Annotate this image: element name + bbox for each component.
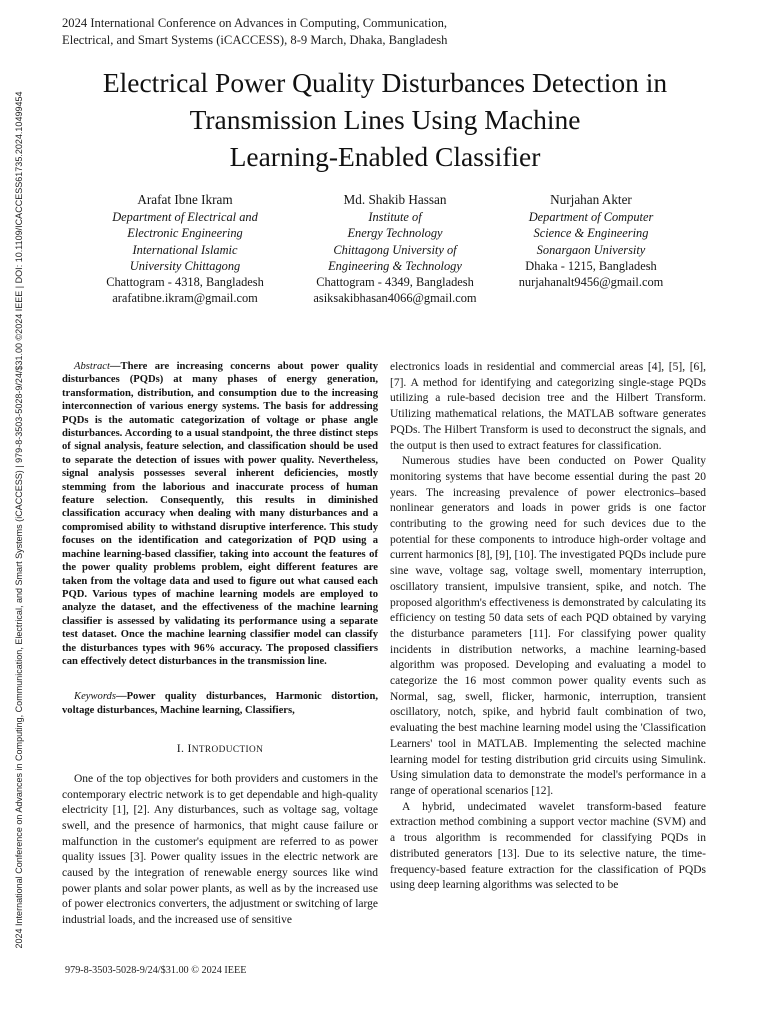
keywords-text: Power quality disturbances, Harmonic distortion, voltage disturbances, Machine learning, Classifiers, <box>62 691 378 716</box>
author-email: arafatibne.ikram@gmail.com <box>112 291 258 306</box>
left-column <box>62 360 378 929</box>
section-numeral: I. <box>176 741 185 756</box>
intro-paragraph: One of the top objectives for both providers and customers in the contemporary electric network is to get dependable and high-quality electricity [1], [2]. Any disturbances, such as voltage sag, voltage swell, and the presence of harmonics, that might cause failure or malfunction in the customer's equipment are referred to as power quality issues [3]. Power quality issues in the electric network are caused by the integration of renewable energy sources like wind power plants and solar power plants, as well as by the increased use of power electronics converters, the adjustment or switching of large industrial loads, and the increased use of sensitive <box>62 772 378 927</box>
title-line-3: Learning-Enabled Classifier <box>229 141 541 172</box>
author-name: Nurjahan Akter <box>550 192 632 207</box>
author-affiliation-line: Electronic Engineering <box>127 226 243 241</box>
author-affiliation-line: University Chittagong <box>129 258 241 273</box>
author-block-1 <box>65 191 305 307</box>
section-rest: NTRODUCTION <box>191 745 264 756</box>
author-name: Arafat Ibne Ikram <box>137 192 233 207</box>
body-paragraph: electronics loads in residential and commercial areas [4], [5], [6], [7]. A method for identifying and categorizing single-stage PQDs utilizing a rule-based decision tree and the Hilbert Transform. Utilizing mathematical relations, the MATLAB software generates PQDs. The Hilbert Transform is used to deconstruct the signals, and the output is then used to extract features for classification. <box>390 361 706 452</box>
author-location: Dhaka - 1215, Bangladesh <box>525 258 657 273</box>
author-affiliation-line: Science & Engineering <box>533 226 649 241</box>
author-affiliation-line: Department of Computer <box>528 210 654 224</box>
author-affiliation-line: Engineering & Technology <box>328 258 462 273</box>
body-paragraph: Numerous studies have been conducted on Power Quality monitoring systems that have become essential during the past 20 years. The increasing prevalence of power electronics–based nonlinear generators and loads in power grids is one factor contributing to the growing need for such devices due to the potential for these components to introduce high-order voltage and current harmonics [8], [9], [10]. The investigated PQDs include pure sine wave, voltage sag, voltage swell, momentary interruption, oscillatory transient, impulsive transient, spike, and notch. The proposed algorithm's effectiveness is demonstrated by calculating its efficiency on testing 50 data sets of each PQD obtained by varying the disturbance parameters [11]. For classifying power quality incidents in distribution networks, a machine learning-based algorithm was proposed. Developing and evaluating a model to categorize the 16 most common power quality events such as Normal, sag, swell, flicker, harmonic, interruption, transient oscillatory, notch, spike, and hybrid fault combination of two, evaluating the best machine learning model using the 'Classification Learners' tool in MATLAB. Implementing the selected machine learning model for testing distribution grid circuits using Simulink. Using simulation data to demonstrate the model's performance in a range of operational scenarios [12]. <box>390 455 706 797</box>
author-affiliation-line: Energy Technology <box>347 226 443 241</box>
author-affiliation-line: Department of Electrical and <box>112 210 258 224</box>
author-affiliation-line: Chittagong University of <box>333 242 457 257</box>
conference-header <box>62 15 562 49</box>
author-location: Chattogram - 4318, Bangladesh <box>106 275 264 290</box>
author-location: Chattogram - 4349, Bangladesh <box>316 275 474 290</box>
author-affiliation-line: Sonargaon University <box>536 242 646 257</box>
author-email: nurjahanalt9456@gmail.com <box>518 275 664 290</box>
author-block-3 <box>471 191 711 290</box>
right-column <box>390 360 706 894</box>
title-line-1: Electrical Power Quality Disturbances Detection in <box>102 67 668 98</box>
copyright-footer: 979-8-3503-5028-9/24/$31.00 © 2024 IEEE <box>65 965 247 976</box>
title-line-2: Transmission Lines Using Machine <box>189 104 581 135</box>
author-affiliation-line: International Islamic <box>132 242 238 257</box>
section-first-letter: I <box>187 741 192 756</box>
author-name: Md. Shakib Hassan <box>343 192 447 207</box>
keywords: Keywords—Power quality disturbances, Harmonic distortion, voltage disturbances, Machine learning, Classifiers, <box>62 691 378 716</box>
body-paragraph: A hybrid, undecimated wavelet transform-based feature extraction method combining a support vector machine (SVM) and a trous algorithm is recommended for classifying PQDs in distributed generators [13]. Due to its selective nature, the time-frequency-based feature extraction for the classification of PQDs using deep learning algorithms was selected to be <box>390 800 706 892</box>
abstract-text: There are increasing concerns about power quality disturbances (PQDs) at many phases of energy generation, transformation, distribution, and consumption due to the increasing interconnection of various energy systems. The basis for addressing PQDs is the automatic categorization of voltage or phase angle disturbances. According to a usual standpoint, the three distinct steps of signal analysis, feature selection, and classification should be used to separate the detection of issues with power quality. Nevertheless, signal analysis possesses several inherent deficiencies, mostly stemming from the laborious and inaccurate process of human feature selection. Consequently, this results in diminished classification accuracy when dealing with many disturbances and a compromised ability to withstand disruptive interference. This study focuses on the identification and categorization of PQD using a machine learning-based classifier, taking into account the features of the power quality problems problem, eight different features are taken from the voltage data and used to figure out what caused each PQD. Various types of machine learning models are employed to analyze the dataset, and the effectiveness of the machine learning classifier is assessed by validating its performance using a separate test dataset. Once the machine learning classifier model can classify the disturbances types with 96% accuracy. The proposed classifiers can effectively detect disturbances in the transmission line. <box>62 361 378 667</box>
abstract-label: Abstract <box>74 361 110 372</box>
doi-sidebar <box>12 62 26 977</box>
keywords-label: Keywords <box>74 691 116 703</box>
conference-line-1: 2024 International Conference on Advances in Computing, Communication, <box>62 16 448 30</box>
abstract: Abstract—There are increasing concerns about power quality disturbances (PQDs) at many phases of energy generation, transformation, distribution, and consumption due to the increasing interconnection of various energy systems. The basis for addressing PQDs is the automatic categorization of voltage or phase angle disturbances. According to a usual standpoint, the three distinct steps of signal analysis, feature selection, and classification should be used to separate the detection of issues with power quality. Nevertheless, signal analysis possesses several inherent deficiencies, mostly stemming from the laborious and inaccurate process of human feature selection. Consequently, this results in diminished classification accuracy when dealing with many disturbances and a compromised ability to withstand disruptive interference. This study focuses on the identification and categorization of PQD using a machine learning-based classifier, taking into account the features of the power quality problems problem, eight different features are taken from the voltage data and used to figure out what caused each PQD. Various types of machine learning models are employed to analyze the dataset, and the effectiveness of the machine learning classifier is assessed by validating its performance using a separate test dataset. Once the machine learning classifier model can classify the disturbances types with 96% accuracy. The proposed classifiers can effectively detect disturbances in the transmission line. <box>62 361 378 667</box>
author-email: asiksakibhasan4066@gmail.com <box>313 291 477 306</box>
sidebar-text: 2024 International Conference on Advances in Computing, Communication, Electrical, and Smart Systems (iCACCESS) | 979-8-3503-5028-9/24/$31.00 ©2024 IEEE | DOI: 10.1109/ICACCESS61735.2024.10499454 <box>14 90 24 949</box>
conference-line-2: Electrical, and Smart Systems (iCACCESS), 8-9 March, Dhaka, Bangladesh <box>62 33 448 47</box>
author-affiliation-line: Institute of <box>368 210 422 224</box>
section-heading <box>62 741 378 759</box>
paper-title <box>40 64 730 175</box>
